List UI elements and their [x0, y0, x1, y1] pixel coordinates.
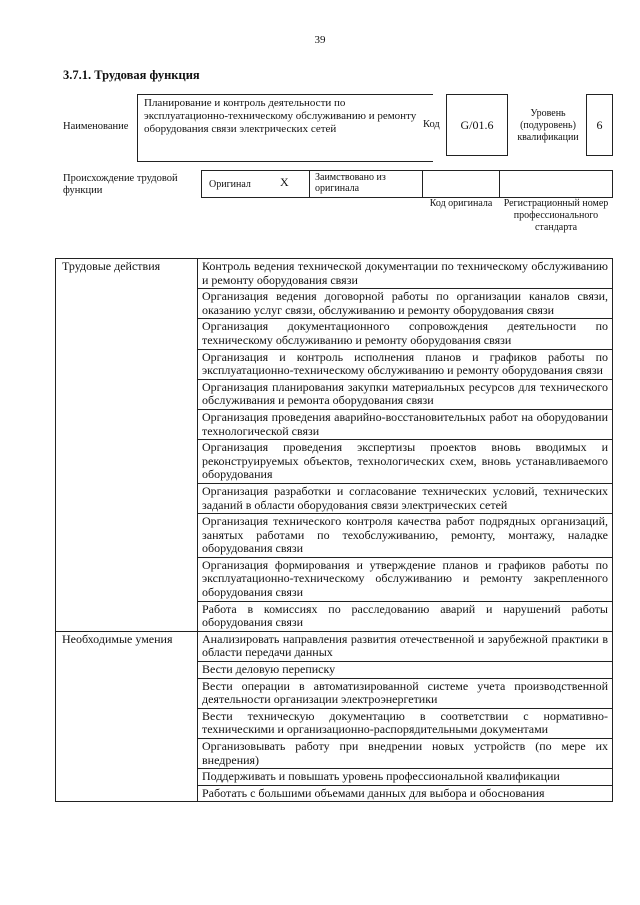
table-cell: Организация разработки и согласование технических условий, технических заданий в области оборудования связи электрических сетей: [198, 483, 613, 513]
level-label: Уровень (подуровень) квалификации: [517, 108, 579, 143]
table-cell: Организация и контроль исполнения планов и графиков работы по эксплуатационно-техническому обслуживанию и ремонту оборудования связи: [198, 349, 613, 379]
original-label: Оригинал: [209, 179, 251, 190]
table-cell: Организация формирования и утверждение планов и графиков работы по эксплуатационно-техническому обслуживанию и ремонту закрепленного оборудования связи: [198, 557, 613, 601]
borrowed-label: Заимствовано из оригинала: [309, 171, 422, 197]
reg-number-caption: Регистрационный номер профессионального стандарта: [503, 198, 609, 233]
code-original-cell: [422, 171, 499, 197]
original-mark: X: [280, 175, 289, 189]
code-value: G/01.6: [446, 94, 508, 156]
table-cell: Вести деловую переписку: [198, 662, 613, 679]
origin-table: [201, 170, 613, 198]
table-cell: Вести техническую документацию в соответствии с нормативно-техническими и организационно-распорядительными документами: [198, 708, 613, 738]
table-cell: Работа в комиссиях по расследованию аварий и нарушений работы оборудования связи: [198, 601, 613, 631]
table-cell: Организовывать работу при внедрении новых устройств (по мере их внедрения): [198, 739, 613, 769]
table-cell: Организация проведения экспертизы проектов вновь вводимых и реконструируемых объектов, технологических схем, вновь устанавливаемого оборудования: [198, 440, 613, 484]
table-cell: Организация планирования закупки материальных ресурсов для технического обслуживания и ремонта оборудования связи: [198, 379, 613, 409]
table-cell: Работать с большими объемами данных для выбора и обоснования: [198, 785, 613, 802]
level-value: 6: [586, 94, 613, 156]
origin-label: Происхождение трудовой функции: [63, 173, 178, 196]
table-cell: Поддерживать и повышать уровень профессиональной квалификации: [198, 769, 613, 786]
table-cell: Анализировать направления развития отечественной и зарубежной практики в области передачи данных: [198, 631, 613, 661]
section-heading: Необходимые умения: [56, 631, 198, 802]
function-table: [55, 258, 613, 802]
table-cell: Организация документационного сопровождения деятельности по техническому обслуживанию и ремонту оборудования связи: [198, 319, 613, 349]
function-name: Планирование и контроль деятельности по эксплуатационно-техническому обслуживанию и ремонту оборудования связи электрических сетей: [137, 94, 433, 162]
table-cell: Организация проведения аварийно-восстановительных работ на оборудовании технологической связи: [198, 409, 613, 439]
table-cell: Организация технического контроля качества работ подрядных организаций, занятых работами по техобслуживанию, ремонту, монтажу, наладке оборудования связи: [198, 514, 613, 558]
table-row: [56, 259, 613, 289]
section-heading: Трудовые действия: [56, 259, 198, 632]
table-row: [56, 631, 613, 661]
name-label: Наименование: [63, 121, 129, 132]
code-label: Код: [423, 119, 440, 130]
table-cell: Контроль ведения технической документации по техническому обслуживанию и ремонту оборудования связи: [198, 259, 613, 289]
table-cell: Организация ведения договорной работы по организации каналов связи, оказанию услуг связи, обслуживанию и ремонту оборудования связи: [198, 289, 613, 319]
reg-number-cell: [499, 171, 613, 197]
page-number: 39: [314, 34, 326, 46]
table-cell: Вести операции в автоматизированной системе учета производственной деятельности организации электроэнергетики: [198, 678, 613, 708]
code-original-caption: Код оригинала: [429, 198, 493, 209]
section-title: 3.7.1. Трудовая функция: [63, 68, 200, 82]
